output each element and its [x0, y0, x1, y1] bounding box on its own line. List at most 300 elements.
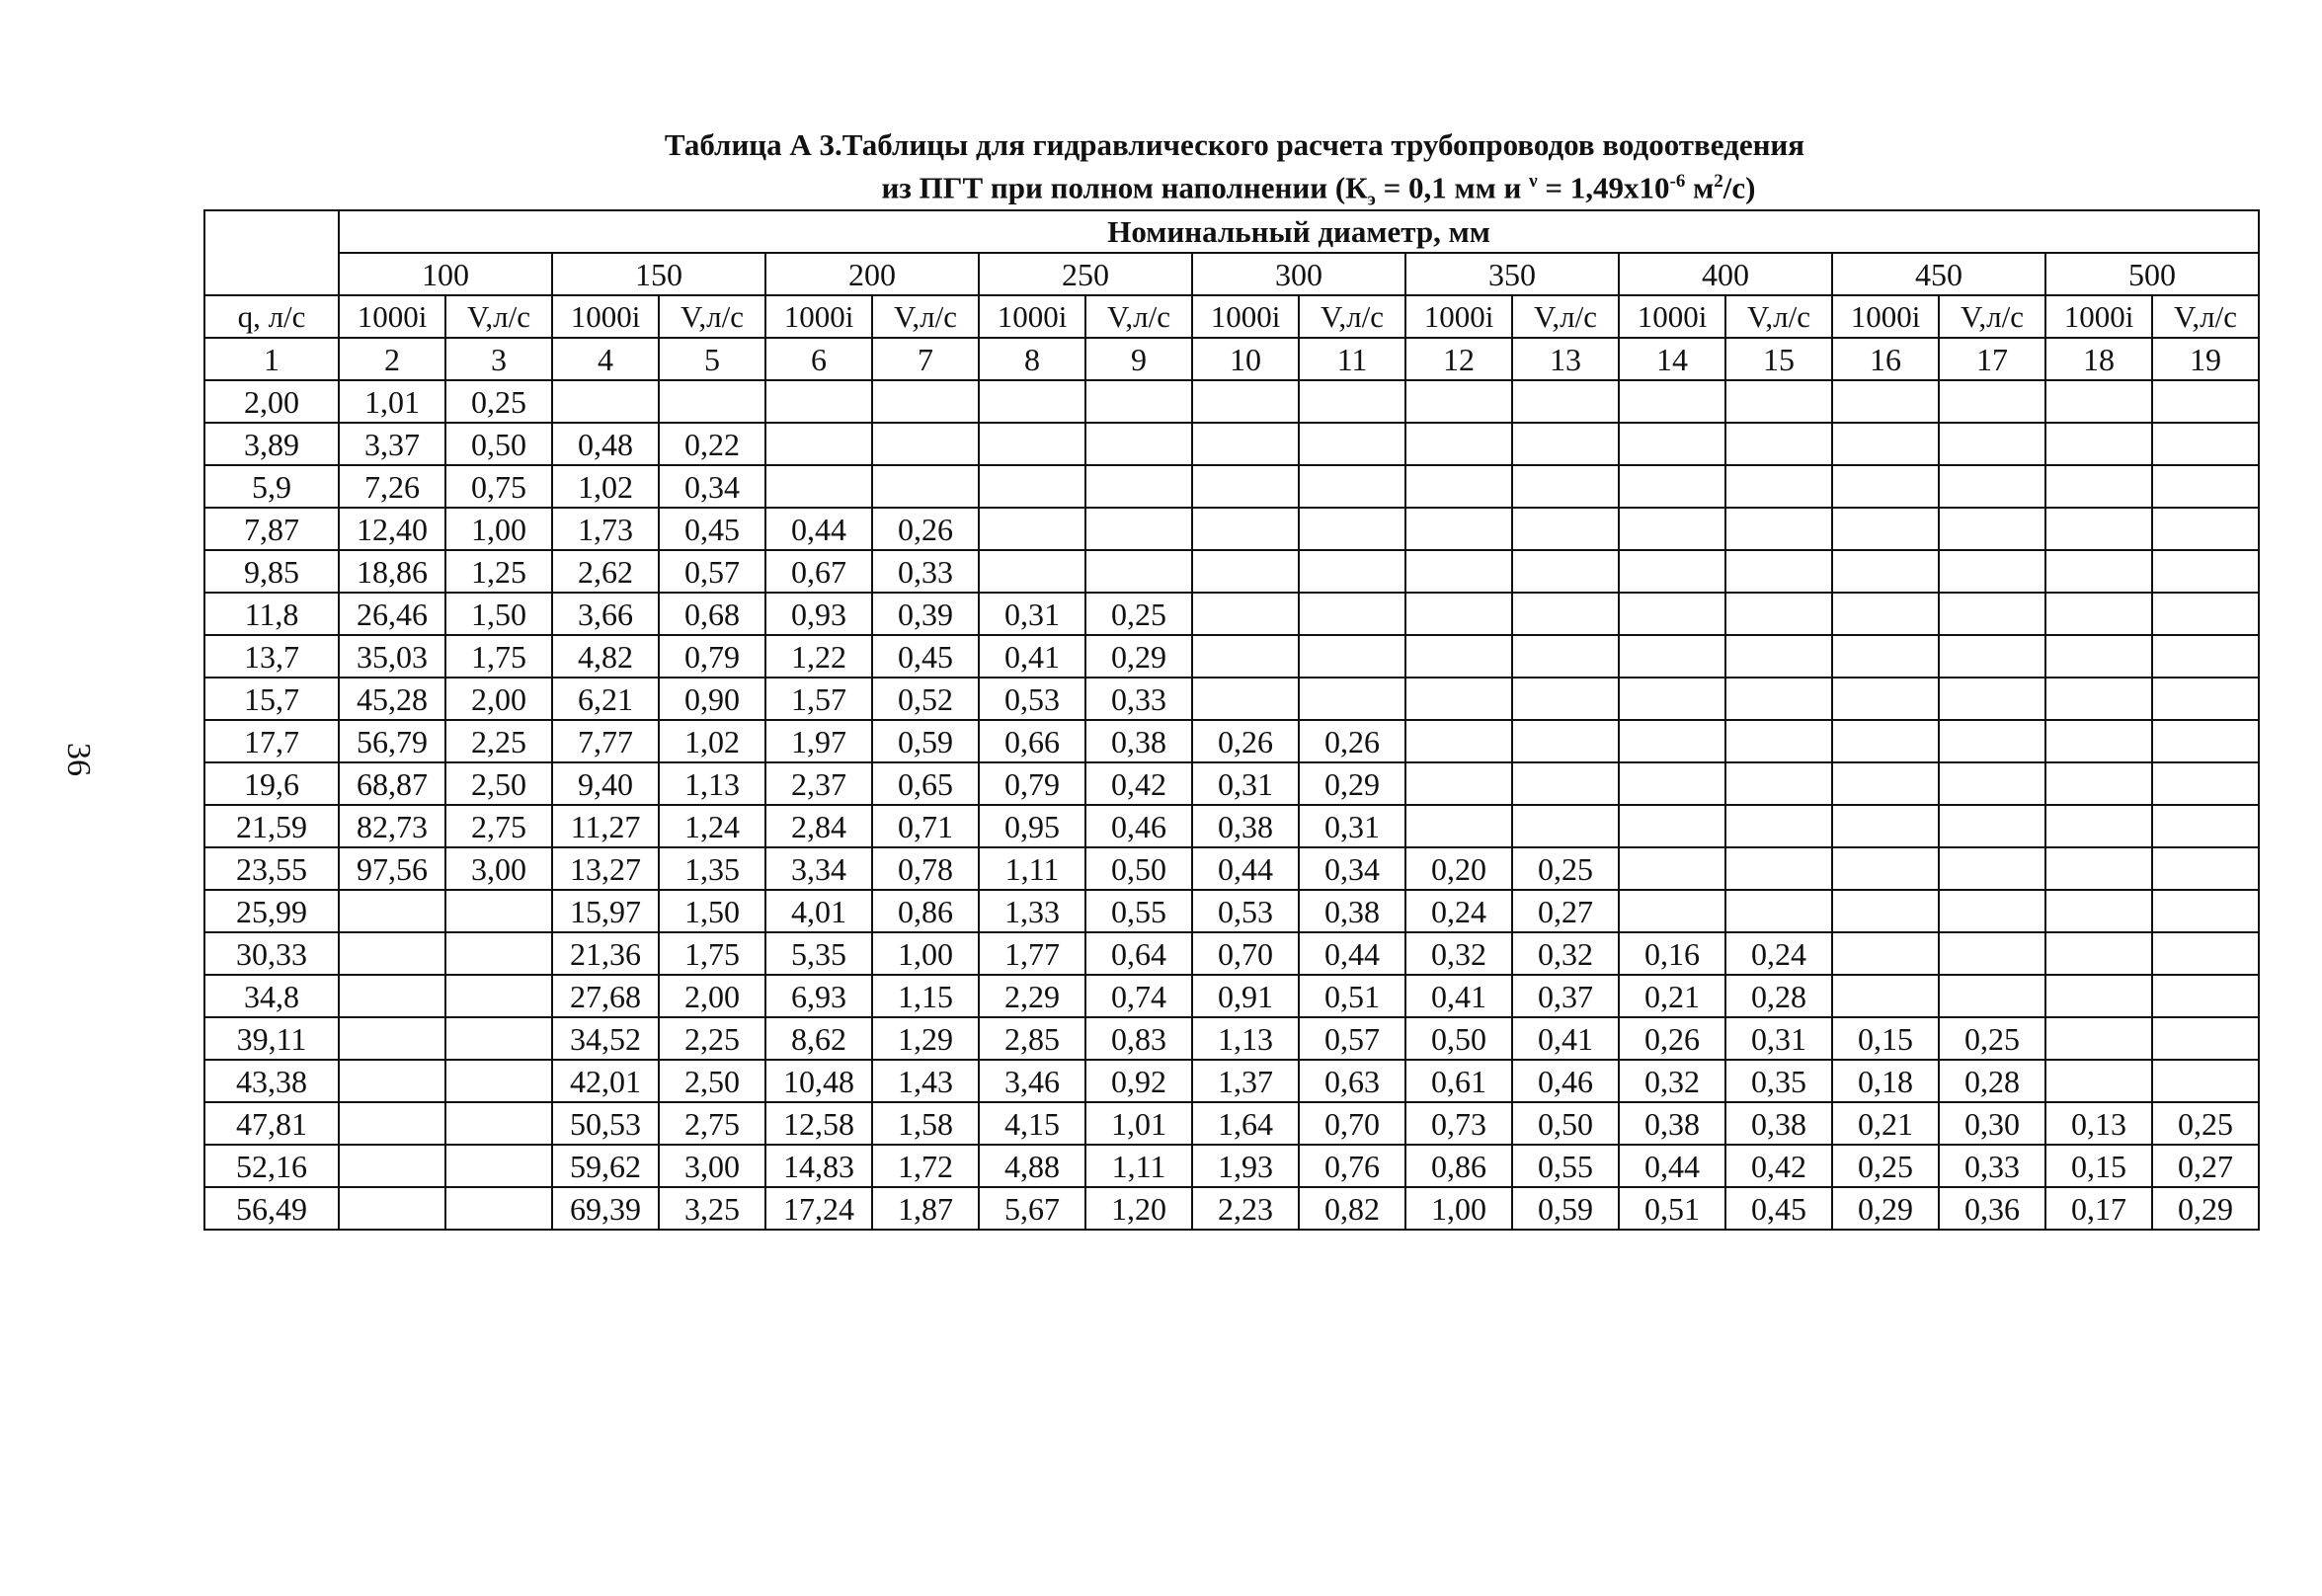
table-cell: 0,41 — [979, 635, 1085, 678]
table-cell — [1619, 720, 1725, 762]
column-number: 2 — [339, 338, 445, 380]
table-cell: 2,00 — [659, 975, 765, 1017]
table-cell — [1619, 847, 1725, 890]
table-cell: 0,35 — [1725, 1060, 1832, 1102]
table-cell: 18,86 — [339, 550, 445, 593]
table-cell: 0,91 — [1192, 975, 1299, 1017]
table-cell — [2045, 465, 2152, 508]
column-number: 17 — [1939, 338, 2045, 380]
subheader-1000i: 1000i — [1192, 295, 1299, 338]
table-cell: 2,25 — [659, 1017, 765, 1060]
subheader-1000i: 1000i — [552, 295, 659, 338]
table-cell: 3,34 — [765, 847, 872, 890]
table-cell: 0,31 — [1192, 762, 1299, 805]
table-cell: 1,77 — [979, 932, 1085, 975]
table-cell: 1,15 — [872, 975, 979, 1017]
table-cell — [1192, 380, 1299, 423]
table-cell — [339, 1187, 445, 1230]
table-cell — [2152, 508, 2259, 550]
table-cell — [1619, 423, 1725, 465]
table-cell: 0,75 — [445, 465, 552, 508]
table-cell — [1299, 593, 1405, 635]
column-number: 18 — [2045, 338, 2152, 380]
table-cell: 0,50 — [1405, 1017, 1512, 1060]
table-cell: 0,46 — [1085, 805, 1192, 847]
table-cell: 1,93 — [1192, 1145, 1299, 1187]
table-cell — [1512, 423, 1619, 465]
table-cell: 0,26 — [872, 508, 979, 550]
subheader-1000i: 1000i — [1832, 295, 1939, 338]
table-cell — [1832, 762, 1939, 805]
table-cell: 0,50 — [1512, 1102, 1619, 1145]
table-cell: 1,24 — [659, 805, 765, 847]
flow-rate-cell: 23,55 — [204, 847, 339, 890]
flow-rate-cell: 13,7 — [204, 635, 339, 678]
table-cell — [1512, 762, 1619, 805]
title-part: = 1,49x10 — [1537, 170, 1670, 205]
table-cell — [1939, 465, 2045, 508]
table-cell: 3,00 — [659, 1145, 765, 1187]
table-cell — [1939, 423, 2045, 465]
table-cell — [1832, 975, 1939, 1017]
table-cell — [2045, 890, 2152, 932]
table-cell: 0,51 — [1619, 1187, 1725, 1230]
table-cell: 0,31 — [1725, 1017, 1832, 1060]
table-cell: 0,74 — [1085, 975, 1192, 1017]
table-cell: 2,84 — [765, 805, 872, 847]
diameter-value: 300 — [1192, 253, 1405, 295]
table-row — [204, 380, 2259, 423]
table-cell — [765, 380, 872, 423]
table-row — [204, 508, 2259, 550]
table-cell — [1512, 465, 1619, 508]
table-cell: 0,95 — [979, 805, 1085, 847]
table-cell — [1192, 465, 1299, 508]
table-cell — [1939, 932, 2045, 975]
table-cell: 0,25 — [1085, 593, 1192, 635]
table-cell: 0,45 — [659, 508, 765, 550]
table-cell: 0,17 — [2045, 1187, 2152, 1230]
table-cell — [1085, 380, 1192, 423]
table-cell: 4,82 — [552, 635, 659, 678]
column-number: 7 — [872, 338, 979, 380]
table-cell: 0,26 — [1192, 720, 1299, 762]
column-number: 4 — [552, 338, 659, 380]
table-cell — [2152, 847, 2259, 890]
table-cell — [1832, 508, 1939, 550]
table-cell — [1725, 720, 1832, 762]
table-cell — [1512, 550, 1619, 593]
subheader-1000i: 1000i — [1619, 295, 1725, 338]
table-cell — [1299, 508, 1405, 550]
table-cell — [2045, 847, 2152, 890]
table-cell: 1,75 — [659, 932, 765, 975]
table-cell — [339, 932, 445, 975]
table-cell — [979, 508, 1085, 550]
table-row — [204, 465, 2259, 508]
table-cell: 0,32 — [1405, 932, 1512, 975]
table-cell: 0,51 — [1299, 975, 1405, 1017]
table-cell: 4,88 — [979, 1145, 1085, 1187]
table-cell — [445, 1017, 552, 1060]
diameter-value: 100 — [339, 253, 552, 295]
table-cell: 0,21 — [1619, 975, 1725, 1017]
subheader-1000i: 1000i — [765, 295, 872, 338]
column-number: 19 — [2152, 338, 2259, 380]
table-cell: 0,70 — [1299, 1102, 1405, 1145]
subheader-velocity: V,л/с — [1725, 295, 1832, 338]
column-number: 16 — [1832, 338, 1939, 380]
table-cell: 1,13 — [659, 762, 765, 805]
table-cell: 0,25 — [2152, 1102, 2259, 1145]
table-cell — [2152, 678, 2259, 720]
table-cell: 2,50 — [659, 1060, 765, 1102]
diameter-value: 500 — [2045, 253, 2259, 295]
table-cell: 0,44 — [765, 508, 872, 550]
table-cell: 2,00 — [445, 678, 552, 720]
flow-rate-cell: 34,8 — [204, 975, 339, 1017]
table-cell: 0,52 — [872, 678, 979, 720]
table-cell: 1,02 — [552, 465, 659, 508]
table-cell: 1,37 — [1192, 1060, 1299, 1102]
diameter-value: 250 — [979, 253, 1192, 295]
table-cell: 2,62 — [552, 550, 659, 593]
flow-rate-cell: 5,9 — [204, 465, 339, 508]
table-cell — [1192, 635, 1299, 678]
table-cell: 0,82 — [1299, 1187, 1405, 1230]
table-cell — [1832, 465, 1939, 508]
table-cell — [1939, 508, 2045, 550]
table-title — [494, 126, 1975, 218]
table-cell: 0,79 — [659, 635, 765, 678]
flow-rate-cell: 11,8 — [204, 593, 339, 635]
table-cell — [1939, 975, 2045, 1017]
table-cell: 0,25 — [1939, 1017, 2045, 1060]
table-cell: 8,62 — [765, 1017, 872, 1060]
column-number: 3 — [445, 338, 552, 380]
table-cell: 0,68 — [659, 593, 765, 635]
table-cell: 0,44 — [1192, 847, 1299, 890]
flow-rate-cell: 25,99 — [204, 890, 339, 932]
table-cell — [1939, 720, 2045, 762]
table-cell — [2152, 890, 2259, 932]
table-cell: 82,73 — [339, 805, 445, 847]
table-cell — [1619, 593, 1725, 635]
table-cell: 0,28 — [1939, 1060, 2045, 1102]
table-cell — [1299, 635, 1405, 678]
table-cell: 0,30 — [1939, 1102, 2045, 1145]
table-cell — [1939, 847, 2045, 890]
table-cell: 0,28 — [1725, 975, 1832, 1017]
header-row-column-numbers — [204, 338, 2259, 380]
table-cell: 0,66 — [979, 720, 1085, 762]
table-cell: 1,00 — [872, 932, 979, 975]
table-cell — [1405, 678, 1512, 720]
table-cell: 45,28 — [339, 678, 445, 720]
column-number: 1 — [204, 338, 339, 380]
table-cell: 0,22 — [659, 423, 765, 465]
table-cell: 0,21 — [1832, 1102, 1939, 1145]
table-cell: 1,73 — [552, 508, 659, 550]
table-cell: 0,27 — [1512, 890, 1619, 932]
table-row — [204, 678, 2259, 720]
subheader-velocity: V,л/с — [872, 295, 979, 338]
table-cell — [339, 1060, 445, 1102]
table-cell: 1,25 — [445, 550, 552, 593]
table-cell: 0,38 — [1192, 805, 1299, 847]
table-cell — [872, 380, 979, 423]
table-cell — [445, 1060, 552, 1102]
table-cell — [1512, 720, 1619, 762]
table-row — [204, 1017, 2259, 1060]
table-cell: 2,50 — [445, 762, 552, 805]
table-cell — [1512, 380, 1619, 423]
table-cell: 1,50 — [659, 890, 765, 932]
table-cell: 6,21 — [552, 678, 659, 720]
table-cell — [1832, 593, 1939, 635]
table-row — [204, 762, 2259, 805]
table-cell — [1725, 678, 1832, 720]
flow-rate-cell: 17,7 — [204, 720, 339, 762]
table-cell: 9,40 — [552, 762, 659, 805]
title-part: из ПГТ при полном наполнении (К — [881, 170, 1368, 205]
table-cell — [1192, 593, 1299, 635]
table-cell — [1725, 762, 1832, 805]
table-row — [204, 1102, 2259, 1145]
table-row — [204, 805, 2259, 847]
table-cell — [2152, 380, 2259, 423]
table-cell — [1832, 380, 1939, 423]
table-cell: 2,75 — [445, 805, 552, 847]
diameter-value: 400 — [1619, 253, 1832, 295]
table-cell — [2045, 762, 2152, 805]
table-cell: 0,59 — [1512, 1187, 1619, 1230]
table-cell: 0,41 — [1512, 1017, 1619, 1060]
subheader-velocity: V,л/с — [1085, 295, 1192, 338]
table-cell: 0,29 — [1299, 762, 1405, 805]
flow-rate-cell: 30,33 — [204, 932, 339, 975]
table-cell — [1832, 720, 1939, 762]
table-cell: 0,78 — [872, 847, 979, 890]
table-cell — [339, 1102, 445, 1145]
table-cell — [872, 465, 979, 508]
table-cell: 0,41 — [1405, 975, 1512, 1017]
title-part: = 0,1 мм и — [1375, 170, 1530, 205]
table-row — [204, 720, 2259, 762]
table-cell: 35,03 — [339, 635, 445, 678]
table-cell: 2,25 — [445, 720, 552, 762]
diameter-value: 200 — [765, 253, 979, 295]
subheader-velocity: V,л/с — [1939, 295, 2045, 338]
table-cell: 0,15 — [2045, 1145, 2152, 1187]
table-cell: 2,85 — [979, 1017, 1085, 1060]
table-cell: 0,34 — [659, 465, 765, 508]
table-cell: 2,23 — [1192, 1187, 1299, 1230]
table-cell: 4,15 — [979, 1102, 1085, 1145]
table-cell — [1939, 593, 2045, 635]
column-number: 13 — [1512, 338, 1619, 380]
table-cell — [2045, 593, 2152, 635]
table-cell — [1832, 635, 1939, 678]
table-cell: 0,55 — [1512, 1145, 1619, 1187]
table-cell — [2152, 635, 2259, 678]
hydraulic-table — [203, 209, 2260, 1231]
table-cell — [2152, 720, 2259, 762]
table-cell: 2,29 — [979, 975, 1085, 1017]
title-nu-symbol: ν — [1529, 171, 1538, 192]
header-row-diameter — [204, 210, 2259, 253]
table-cell: 1,29 — [872, 1017, 979, 1060]
table-row — [204, 1187, 2259, 1230]
table-cell: 1,33 — [979, 890, 1085, 932]
table-cell: 0,29 — [2152, 1187, 2259, 1230]
table-cell: 0,13 — [2045, 1102, 2152, 1145]
table-cell — [445, 975, 552, 1017]
table-cell — [1619, 762, 1725, 805]
table-cell: 0,33 — [1085, 678, 1192, 720]
table-cell: 0,79 — [979, 762, 1085, 805]
table-cell — [1619, 508, 1725, 550]
table-cell — [2045, 678, 2152, 720]
table-cell: 0,31 — [1299, 805, 1405, 847]
subheader-1000i: 1000i — [1405, 295, 1512, 338]
table-cell: 5,67 — [979, 1187, 1085, 1230]
table-cell — [1512, 593, 1619, 635]
table-cell: 10,48 — [765, 1060, 872, 1102]
table-cell — [1725, 465, 1832, 508]
table-cell — [2045, 1017, 2152, 1060]
table-cell — [1405, 762, 1512, 805]
table-cell: 0,45 — [872, 635, 979, 678]
header-row-subheaders — [204, 295, 2259, 338]
table-cell — [1619, 380, 1725, 423]
table-cell: 0,15 — [1832, 1017, 1939, 1060]
table-row — [204, 890, 2259, 932]
table-cell: 1,57 — [765, 678, 872, 720]
table-row — [204, 975, 2259, 1017]
subheader-1000i: 1000i — [2045, 295, 2152, 338]
table-cell — [1405, 508, 1512, 550]
table-cell — [1512, 678, 1619, 720]
table-cell — [979, 465, 1085, 508]
table-cell: 0,38 — [1619, 1102, 1725, 1145]
table-cell: 34,52 — [552, 1017, 659, 1060]
table-cell: 0,63 — [1299, 1060, 1405, 1102]
table-cell — [2152, 1060, 2259, 1102]
header-blank — [204, 210, 339, 295]
table-cell: 0,31 — [979, 593, 1085, 635]
table-cell: 0,53 — [979, 678, 1085, 720]
table-cell — [1512, 805, 1619, 847]
table-cell — [445, 1102, 552, 1145]
table-cell — [2152, 805, 2259, 847]
table-cell: 1,11 — [979, 847, 1085, 890]
table-cell: 0,26 — [1619, 1017, 1725, 1060]
table-cell: 4,01 — [765, 890, 872, 932]
subheader-velocity: V,л/с — [1299, 295, 1405, 338]
table-cell — [1299, 380, 1405, 423]
table-row — [204, 1145, 2259, 1187]
table-cell — [2152, 1017, 2259, 1060]
table-cell: 7,77 — [552, 720, 659, 762]
table-cell: 1,20 — [1085, 1187, 1192, 1230]
table-cell — [1619, 678, 1725, 720]
table-cell: 0,86 — [1405, 1145, 1512, 1187]
table-cell: 0,59 — [872, 720, 979, 762]
table-cell: 1,43 — [872, 1060, 979, 1102]
table-cell — [1725, 380, 1832, 423]
table-cell — [1725, 550, 1832, 593]
table-cell — [1085, 508, 1192, 550]
table-cell: 1,11 — [1085, 1145, 1192, 1187]
table-cell: 12,58 — [765, 1102, 872, 1145]
table-cell — [979, 380, 1085, 423]
table-cell — [872, 423, 979, 465]
table-cell: 0,27 — [2152, 1145, 2259, 1187]
q-header: q, л/с — [204, 295, 339, 338]
table-row — [204, 1060, 2259, 1102]
flow-rate-cell: 52,16 — [204, 1145, 339, 1187]
table-cell — [2045, 508, 2152, 550]
table-cell — [2152, 932, 2259, 975]
table-cell: 1,00 — [445, 508, 552, 550]
table-cell — [2152, 593, 2259, 635]
table-cell — [1085, 423, 1192, 465]
table-cell: 15,97 — [552, 890, 659, 932]
table-cell — [1832, 890, 1939, 932]
table-cell: 1,13 — [1192, 1017, 1299, 1060]
table-cell: 0,65 — [872, 762, 979, 805]
subheader-velocity: V,л/с — [2152, 295, 2259, 338]
column-number: 11 — [1299, 338, 1405, 380]
table-cell: 26,46 — [339, 593, 445, 635]
table-cell: 0,25 — [1832, 1145, 1939, 1187]
table-cell: 3,00 — [445, 847, 552, 890]
table-cell — [2045, 720, 2152, 762]
table-cell: 1,01 — [339, 380, 445, 423]
table-cell: 0,70 — [1192, 932, 1299, 975]
column-number: 15 — [1725, 338, 1832, 380]
table-cell — [1405, 805, 1512, 847]
table-cell — [2045, 932, 2152, 975]
table-cell — [1939, 635, 2045, 678]
table-cell — [2045, 380, 2152, 423]
table-row — [204, 635, 2259, 678]
table-cell: 0,33 — [872, 550, 979, 593]
table-cell: 3,66 — [552, 593, 659, 635]
table-cell: 0,46 — [1512, 1060, 1619, 1102]
table-cell: 0,45 — [1725, 1187, 1832, 1230]
table-cell: 1,72 — [872, 1145, 979, 1187]
page-number: 36 — [60, 743, 97, 776]
table-cell — [2045, 423, 2152, 465]
column-number: 8 — [979, 338, 1085, 380]
table-cell: 0,36 — [1939, 1187, 2045, 1230]
flow-rate-cell: 15,7 — [204, 678, 339, 720]
table-cell — [445, 890, 552, 932]
table-cell: 3,37 — [339, 423, 445, 465]
column-number: 14 — [1619, 338, 1725, 380]
table-cell: 0,25 — [445, 380, 552, 423]
table-cell: 0,55 — [1085, 890, 1192, 932]
table-cell: 0,32 — [1619, 1060, 1725, 1102]
table-cell: 7,26 — [339, 465, 445, 508]
table-cell — [445, 932, 552, 975]
table-cell — [1405, 635, 1512, 678]
table-cell: 0,25 — [1512, 847, 1619, 890]
table-cell — [1832, 550, 1939, 593]
table-cell: 0,33 — [1939, 1145, 2045, 1187]
